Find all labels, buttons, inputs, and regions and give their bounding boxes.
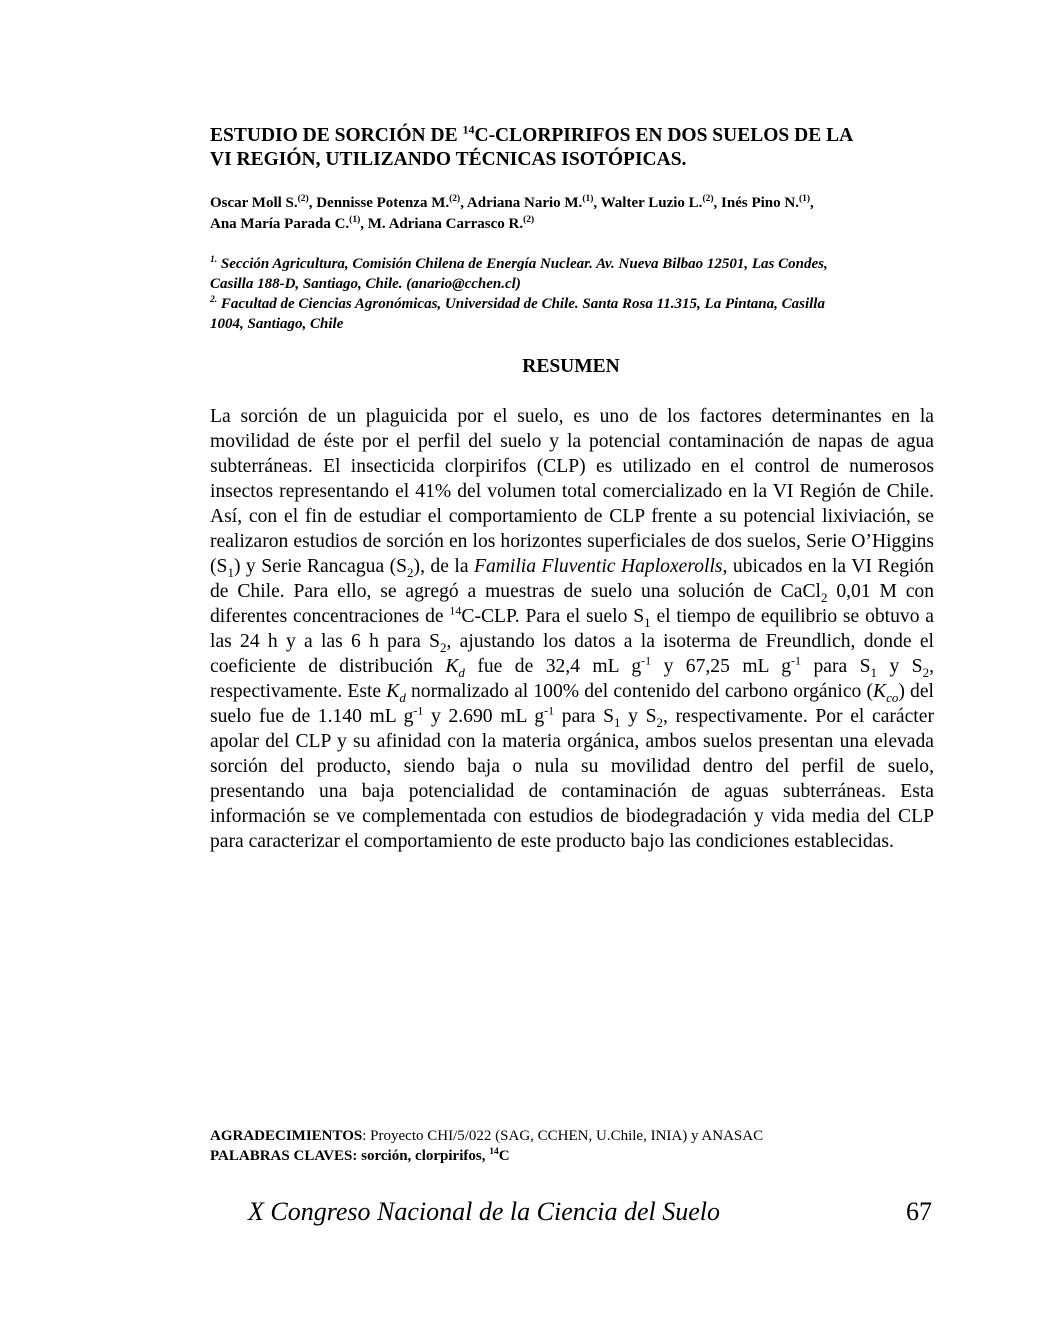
author: M. Adriana Carrasco R.$^{(2)}$ <box>367 215 535 232</box>
kco-symbol: K <box>873 681 887 702</box>
kd-symbol: K <box>386 681 400 702</box>
author: Adriana Nario M.$^{(1)}$, <box>466 194 601 211</box>
kd-symbol: K <box>445 656 459 677</box>
acknowledgements-label: AGRADECIMIENTOS <box>210 1128 363 1144</box>
author: Ana María Parada C.$^{(1)}$, <box>210 215 368 232</box>
acknowledgements <box>210 1126 940 1146</box>
title-text: C-CLORPIRIFOS EN DOS SUELOS DE LA <box>474 125 854 146</box>
affiliation-marker: 1. <box>210 255 218 265</box>
abstract-body: La sorción de un plaguicida por el suelo, es uno de los factores determinantes en la movilidad de éste por el perfil del suelo y la potencial contaminación de napas de agua subterráneas. El insecticida clorpirifos (CLP) es utilizado en el control de numerosos insectos representando el 41% del volumen total comercializado en la VI Región de Chile. Así, con el fin de estudiar el comportamiento de CLP frente a su potencial lixiviación, se realizaron estudios de sorción en los horizontes superficiales de dos suelos, Serie O’Higgins $(S_1)$ y Serie Rancagua $(S_2)$, de la Familia Fluventic Haploxerolls, ubicados en la VI Región de Chile. Para ello, se agregó a muestras de suelo una solución de CaCl$_2$ 0,01 M con diferentes concentraciones de $^{14}$C-CLP. Para el suelo $S_1$ el tiempo de equilibrio se obtuvo a las 24 h y a las 6 h para $S_2$, ajustando los datos a la isoterma de Freundlich, donde el coeficiente de distribución $K_d$ fue de 32,4 mL $g^{-1}$ y 67,25 mL $g^{-1}$ para $S_1$ y $S_2$, respectivamente. Este $K_d$ normalizado al 100% del contenido del carbono orgánico $(K_{co})$ del suelo fue de 1.140 mL $g^{-1}$ y 2.690 mL $g^{-1}$ para $S_1$ y $S_2$, respectivamente. Por el carácter apolar del CLP y su afinidad con la materia orgánica, ambos suelos presentan una elevada sorción del producto, siendo baja o nula su movilidad dentro del perfil de suelo, presentando una baja potencialidad de contaminación de aguas subterráneas. Esta información se ve complementada con estudios de biodegradación y vida media del CLP para caracterizar el comportamiento de este producto bajo las condiciones establecidas. <box>210 406 935 852</box>
title-text: ESTUDIO DE SORCIÓN DE <box>210 125 463 146</box>
affiliation-marker: 2. <box>210 295 218 305</box>
author: Dennisse Potenza M.$^{(2)}$, <box>316 194 467 211</box>
affiliation-list <box>210 254 940 334</box>
keywords-label: PALABRAS CLAVES: <box>210 1148 358 1164</box>
author-list <box>210 193 940 235</box>
keywords: PALABRAS CLAVES: sorción, clorpirifos, $^{14}$C <box>210 1147 510 1164</box>
page-number: 67 <box>906 1197 932 1226</box>
taxonomy-name: Familia Fluventic Haploxerolls <box>474 556 723 577</box>
author: Walter Luzio L.$^{(2)}$, <box>600 194 722 211</box>
acknowledgements-text: : Proyecto CHI/5/022 (SAG, CCHEN, U.Chile, INIA) y ANASAC <box>362 1128 764 1144</box>
affiliation: $^{2.}$ Facultad de Ciencias Agronómicas, Universidad de Chile. Santa Rosa 11.315, La Pintana, Casilla 1004, Santiago, Chile <box>210 295 825 332</box>
author: Inés Pino N.$^{(1)}$, <box>721 194 814 211</box>
affiliation: $^{1.}$ Sección Agricultura, Comisión Chilena de Energía Nuclear. Av. Nueva Bilbao 12501, Las Condes, Casilla 188-D, Santiago, Chile. (anario@cchen.cl) <box>210 255 828 292</box>
section-heading-resumen: RESUMEN <box>522 356 620 377</box>
footer-notes <box>210 1126 940 1166</box>
author: Oscar Moll S.$^{(2)}$, <box>210 194 317 211</box>
running-footer-congress: X Congreso Nacional de la Ciencia del Suelo <box>248 1197 721 1226</box>
paper-title <box>210 124 950 172</box>
keywords-text: sorción, clorpirifos, <box>357 1148 490 1164</box>
title-isotope-superscript: 14 <box>462 122 475 137</box>
title-text: VI REGIÓN, UTILIZANDO TÉCNICAS ISOTÓPICAS. <box>210 149 687 170</box>
